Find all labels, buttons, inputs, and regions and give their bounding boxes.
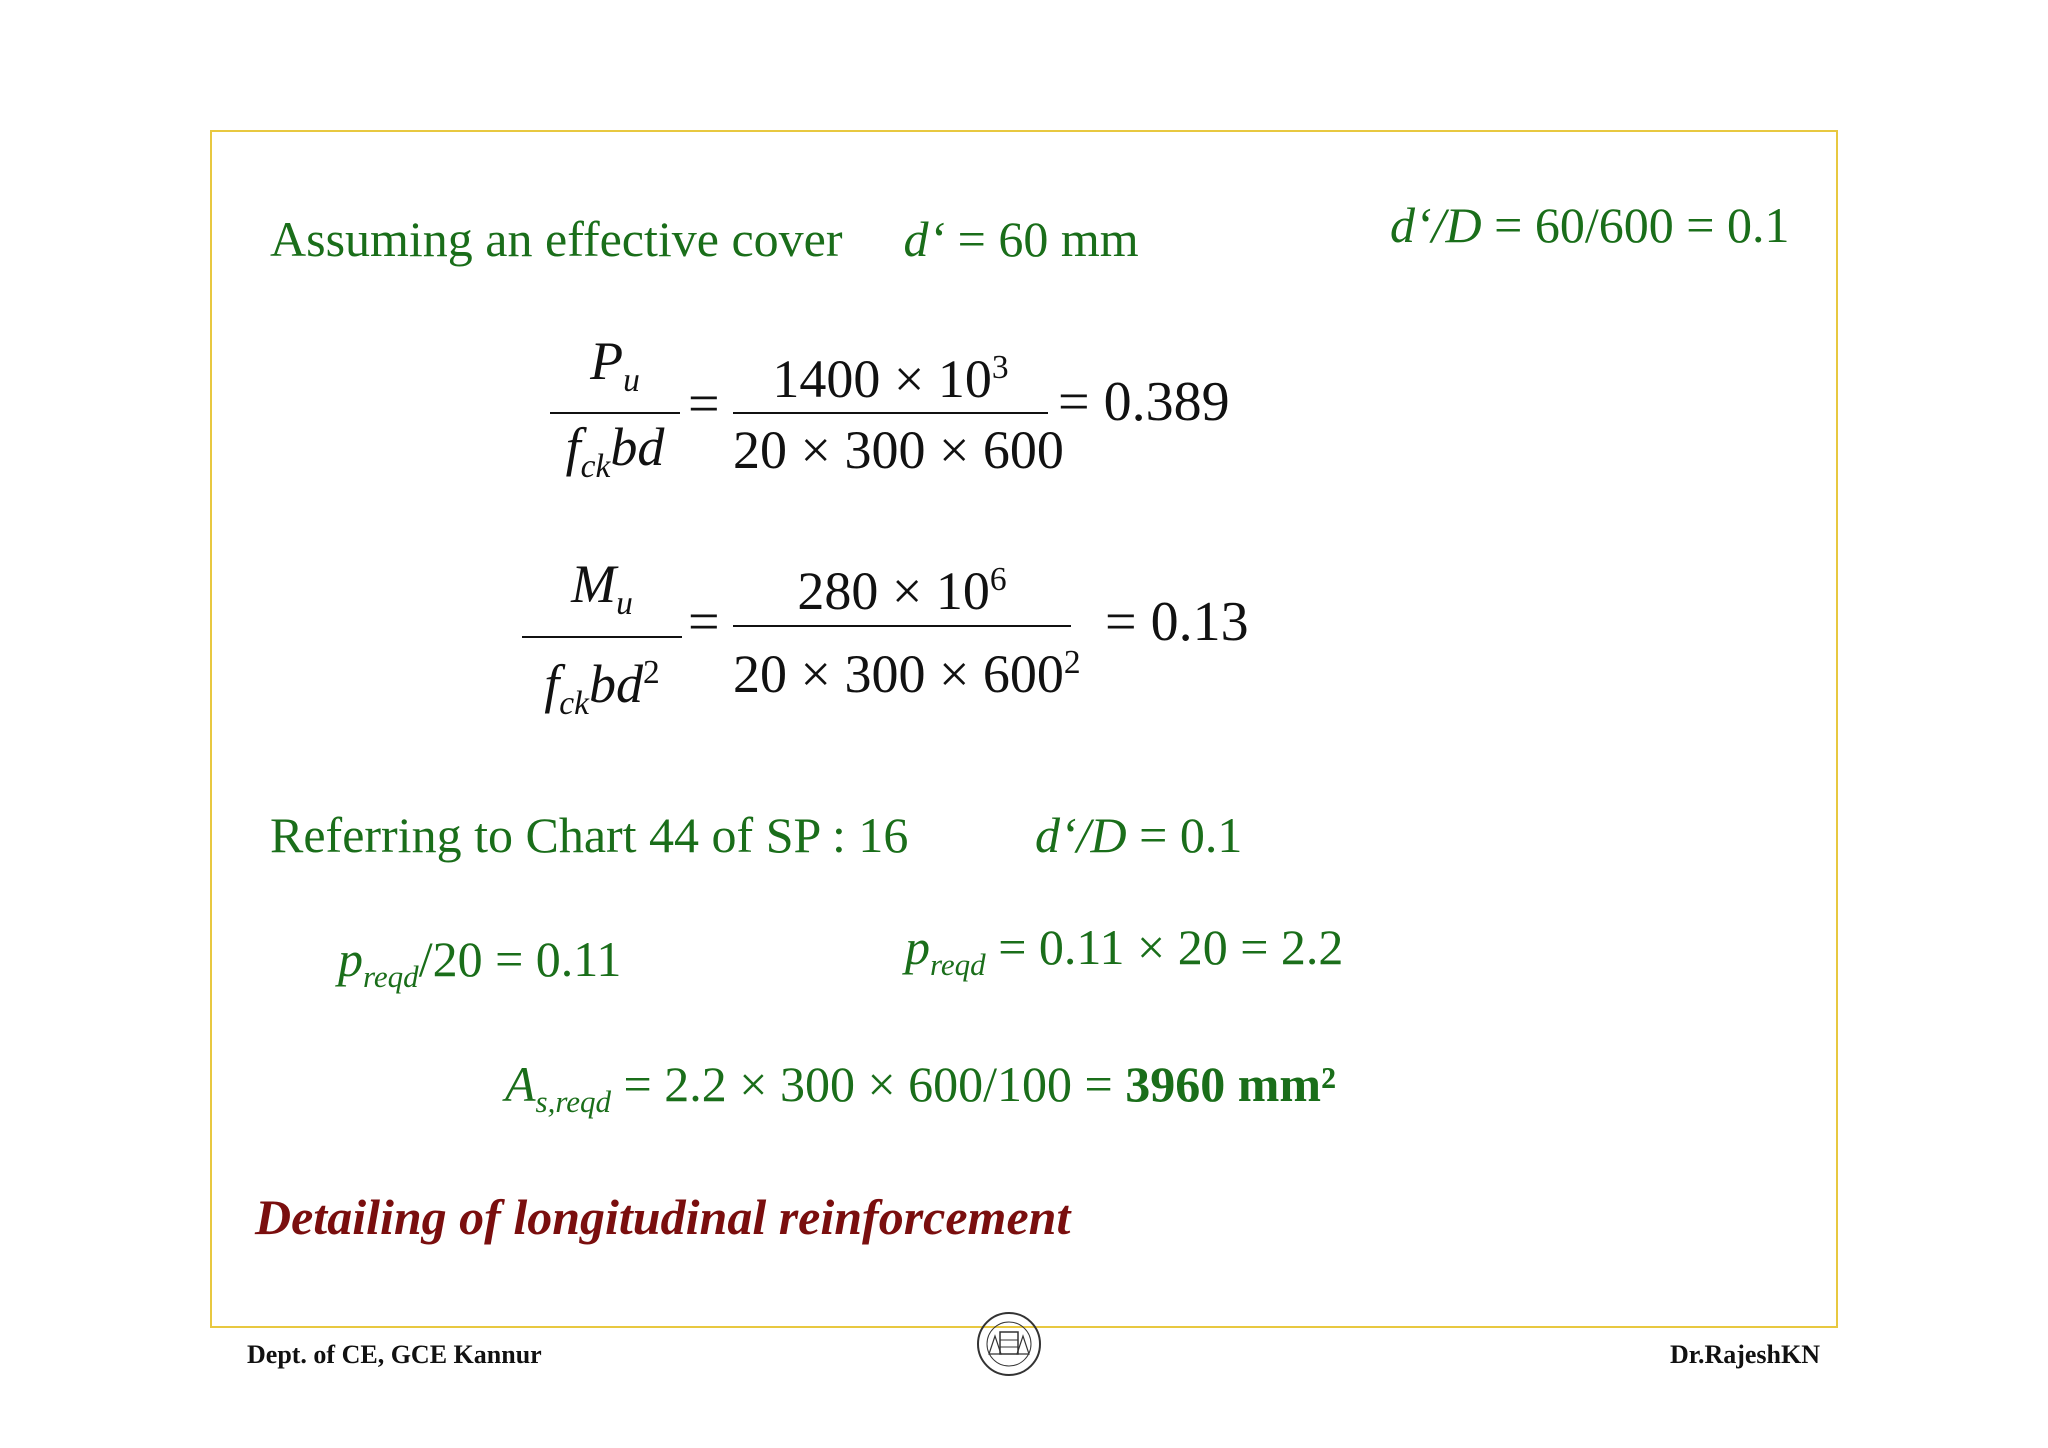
eq2-lhs-denominator: $f_{ck}bd^2$ — [544, 653, 660, 722]
section-heading: Detailing of longitudinal reinforcement — [255, 1189, 1071, 1245]
eq1-lhs-numerator: $P_u$ — [590, 331, 640, 399]
eq2-rhs-numerator: $280 \times 10^6$ — [797, 561, 1007, 621]
eq2-lhs-numerator: $M_u$ — [571, 554, 633, 622]
ratio-top-value: = 60/600 = 0.1 — [1494, 197, 1790, 253]
slide-frame — [210, 130, 1838, 1328]
eq1-rhs-numerator: $1400 \times 10^3$ — [772, 349, 1009, 409]
footer-author: Dr.RajeshKN — [1670, 1340, 1820, 1369]
eq2-result: = 0.13 — [1105, 591, 1249, 653]
assumption-var: d‘ — [903, 211, 946, 267]
eq2-rhs-denominator: $20 \times 300 \times 600^2$ — [733, 644, 1081, 704]
college-emblem-icon — [975, 1310, 1043, 1378]
p-reqd-value: $p_{reqd} = 0.11 \times 20 = 2.2$ — [905, 919, 1344, 982]
eq1-rhs-denominator: 20 × 300 × 600 — [733, 420, 1064, 480]
eq2-equals: = — [688, 591, 720, 653]
chart-reference-ratio: d‘/D = 0.1 — [1035, 807, 1243, 863]
chart-reference-text: Referring to Chart 44 of SP : 16 — [270, 807, 909, 863]
eq1-lhs-fraction — [550, 330, 680, 500]
eq1-rhs-fraction — [733, 335, 1064, 486]
assumption-value: = 60 mm — [957, 211, 1139, 267]
eq2-lhs-fraction — [522, 552, 682, 739]
eq2-rhs-fraction — [733, 546, 1081, 710]
footer-department: Dept. of CE, GCE Kannur — [247, 1340, 542, 1369]
eq1-lhs-denominator: $f_{ck}bd$ — [565, 416, 665, 485]
area-result: 3960 mm² — [1125, 1056, 1337, 1112]
p-reqd-ratio: $p_{reqd}/20 = 0.11$ — [338, 931, 622, 994]
ratio-top-var: d‘/D — [1390, 197, 1482, 253]
ratio-top — [1390, 196, 1789, 254]
area-required: $A_{s,reqd} = 2.2 \times 300 \times 600/100 = 3960$ mm² — [505, 1056, 1337, 1119]
assumption-text: Assuming an effective cover — [270, 211, 843, 267]
assumption-line — [270, 210, 1139, 268]
eq1-result: = 0.389 — [1058, 371, 1230, 433]
eq1-equals: = — [688, 373, 720, 435]
